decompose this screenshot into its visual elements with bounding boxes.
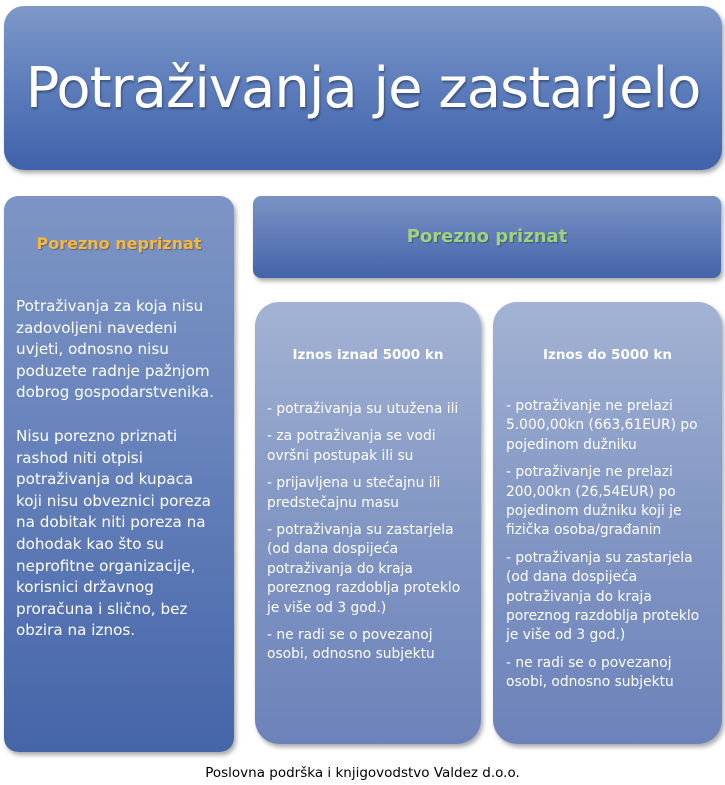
list-item: - ne radi se o povezanoj osobi, odnosno subjektu: [506, 654, 674, 691]
list-item: - potraživanja su zastarjela (od dana dospijeća potraživanja do kraja poreznog razdoblja proteklo je više od 3 god.): [267, 522, 461, 616]
porezno-nepriznat-box: [4, 196, 234, 752]
porezno-nepriznat-header: Porezno nepriznat: [36, 234, 202, 253]
iznos-iznad-5000-box: [255, 302, 481, 744]
list-item: - ne radi se o povezanoj osobi, odnosno subjektu: [267, 627, 435, 663]
list-item: - potraživanje ne prelazi 200,00kn (26,54EUR) po pojedinom dužniku koji je fizička osoba/građanin: [506, 464, 682, 539]
porezno-nepriznat-text: [16, 296, 224, 664]
iznos-do-5000-list: [506, 397, 714, 701]
footer-company: Poslovna podrška i knjigovodstvo Valdez d.o.o.: [205, 765, 520, 781]
list-item: - potraživanja su utužena ili: [267, 401, 459, 417]
porezno-priznat-header: Porezno priznat: [406, 226, 568, 247]
list-item: - potraživanje ne prelazi 5.000,00kn (663,61EUR) po pojedinom dužniku: [506, 398, 698, 453]
list-item: - potraživanja su zastarjela (od dana dospijeća potraživanja do kraja poreznog razdoblja proteklo je više od 3 god.): [506, 549, 700, 644]
list-item: - za potraživanja se vodi ovršni postupak ili su: [267, 428, 436, 464]
porezno-priznat-box: [253, 196, 721, 278]
iznos-iznad-5000-list: [267, 400, 473, 673]
list-item: - prijavljena u stečajnu ili predstečajnu masu: [267, 475, 441, 511]
nepriznat-paragraph: Nisu porezno priznati rashod niti otpisi potraživanja od kupaca koji nisu obveznici poreza na dobitak niti poreza na dohodak kao što su neprofitne organizacije, korisnici državnog proračuna i slično, bez obzira na iznos.: [16, 426, 211, 640]
title-box: [4, 6, 722, 170]
page-title: Potraživanja je zastarjelo: [25, 56, 701, 121]
nepriznat-paragraph: Potraživanja za koja nisu zadovoljeni navedeni uvjeti, odnosno nisu poduzete radnje pažnjom dobrog gospodarstvenika.: [16, 297, 214, 402]
iznos-do-5000-title: Iznos do 5000 kn: [542, 347, 672, 363]
iznos-iznad-5000-title: Iznos iznad 5000 kn: [292, 347, 444, 363]
iznos-do-5000-box: [493, 302, 722, 744]
